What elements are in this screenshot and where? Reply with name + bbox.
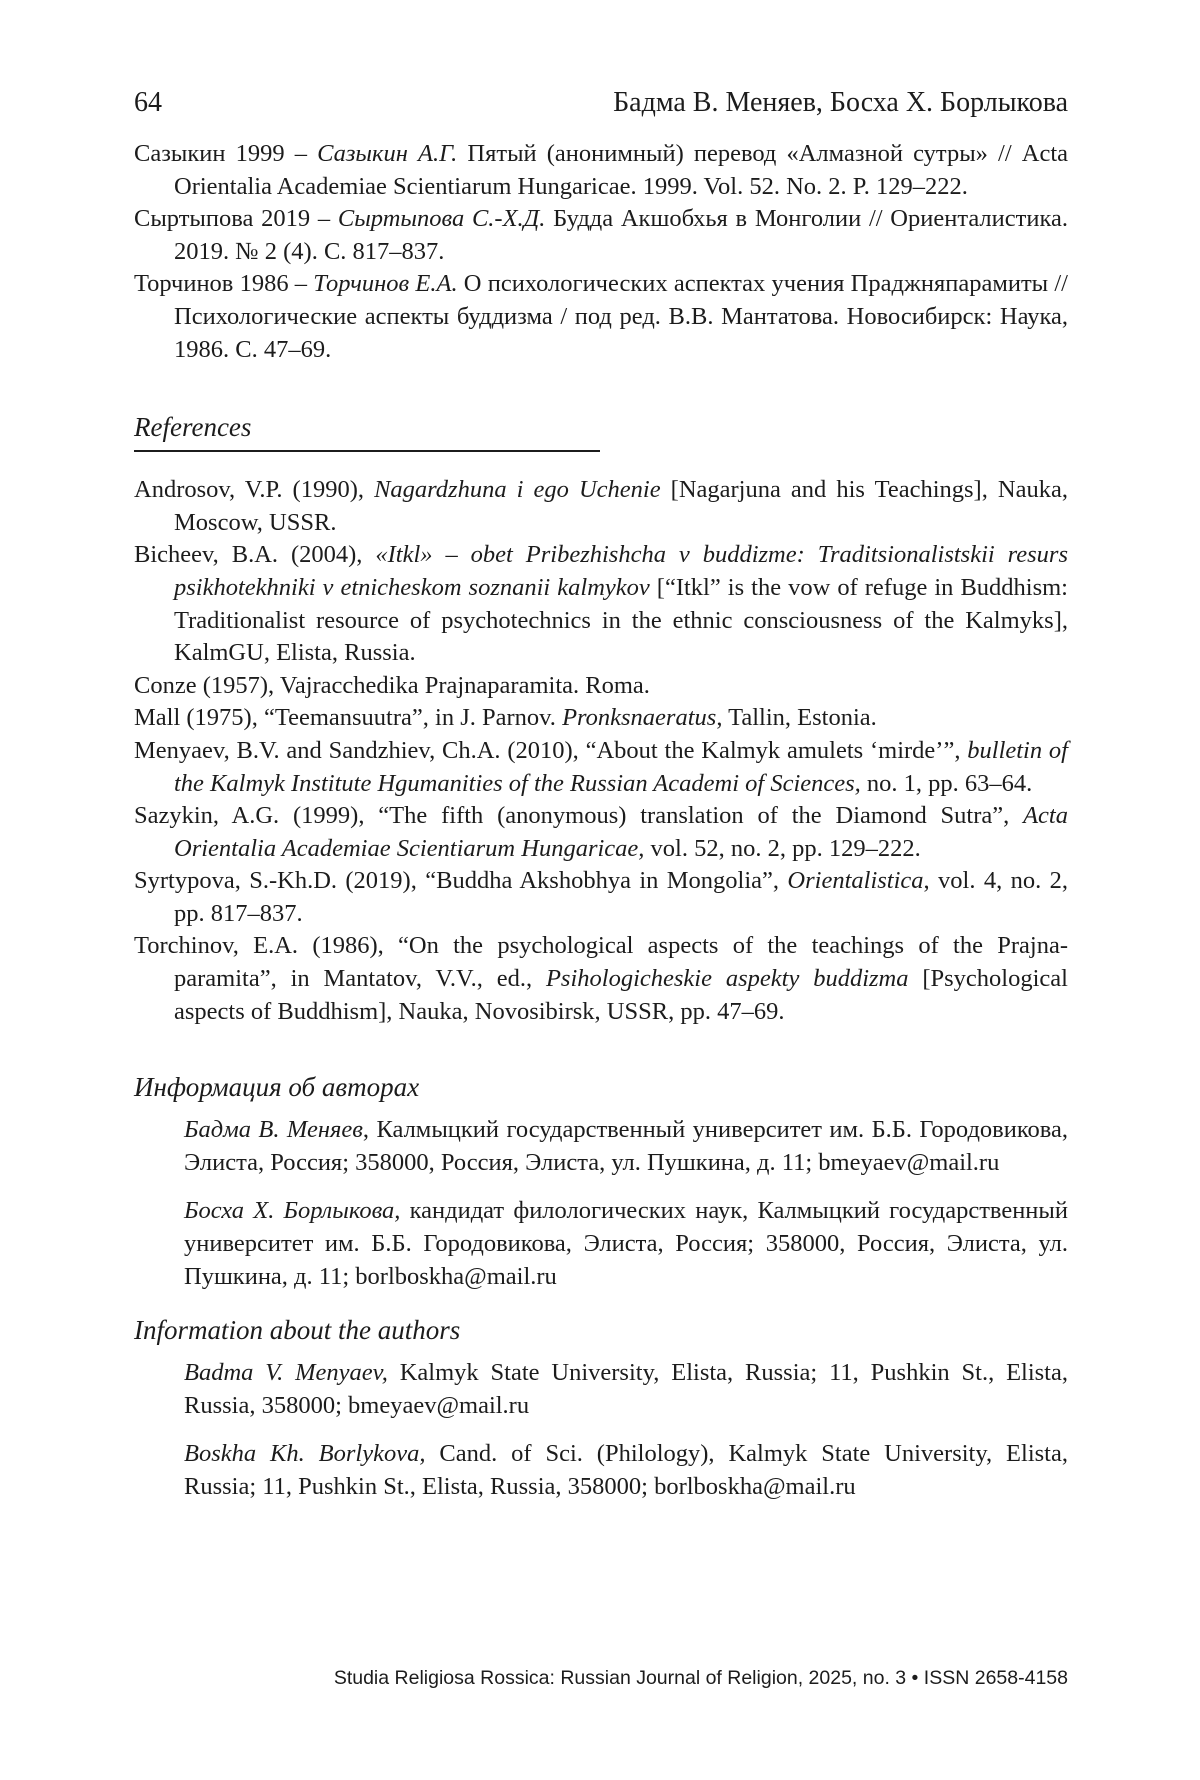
author-info: Бадма В. Меняев, Калмыцкий государственный университет им. Б.Б. Городовикова, Элиста, Россия; 358000, Россия, Элиста, ул. Пушкина, д. 11; bmeyaev@mail.ru <box>184 1116 1068 1176</box>
reference-entry: Torchinov, E.A. (1986), “On the psychological aspects of the teachings of the Prajna-paramita”, in Mantatov, V.V., ed., Psihologicheskie aspekty buddizma [Psychological aspects of Buddhism], Nauka, Novosibirsk, USSR, pp. 47–69. <box>134 932 1068 1025</box>
reference-entry: Conze (1957), Vajracchedika Prajnaparamita. Roma. <box>134 671 650 699</box>
reference-entry: Menyaev, B.V. and Sandzhiev, Ch.A. (2010), “About the Kalmyk amulets ‘mirde’”, bulletin of the Kalmyk Institute Hgumanities of the Russian Academi of Sciences, no. 1, pp. 63–64. <box>134 736 1068 797</box>
author-name: Бадма В. Меняев <box>184 1116 363 1144</box>
author-info: Boskha Kh. Borlykova, Cand. of Sci. (Philology), Kalmyk State University, Elista, Russia; 11, Pushkin St., Elista, Russia, 358000; borlboskha@mail.ru <box>184 1440 1068 1500</box>
page-content <box>134 86 1068 1504</box>
running-header <box>134 86 1068 120</box>
references-list <box>134 474 1068 1028</box>
reference-entry: Androsov, V.P. (1990), Nagardzhuna i ego Uchenie [Nagarjuna and his Teachings], Nauka, Moscow, USSR. <box>134 476 1068 536</box>
author-info: Босха Х. Борлыкова, кандидат филологических наук, Калмыцкий государственный университет им. Б.Б. Городовикова, Элиста, Россия; 358000, Россия, Элиста, ул. Пушкина, д. 11; borlboskha@mail.ru <box>184 1197 1068 1290</box>
references-heading: References <box>134 410 600 452</box>
author-name: Badma V. Menyaev, <box>184 1359 388 1387</box>
russian-bibliography <box>134 138 1068 366</box>
reference-entry: Sazykin, A.G. (1999), “The fifth (anonymous) translation of the Diamond Sutra”, Acta Orientalia Academiae Scientiarum Hungaricae, vol. 52, no. 2, pp. 129–222. <box>134 802 1068 862</box>
reference-entry: Bicheev, B.A. (2004), «Itkl» – obet Pribezhishcha v buddizme: Traditsionalistskii resurs psikhotekhniki v etnicheskom soznanii kalmykov [“Itkl” is the vow of refuge in Buddhism: Traditionalist resource of psychotechnics in the ethnic consciousness of the Kalmyks], KalmGU, Elista, Russia. <box>134 541 1068 667</box>
authors-info-heading-en: Information about the authors <box>134 1315 461 1346</box>
header-authors: Бадма В. Меняев, Босха Х. Борлыкова <box>613 87 1068 118</box>
bibliography-entry: Торчинов 1986 – Торчинов Е.А. О психологических аспектах учения Праджняпарамиты // Психологические аспекты буддизма / под ред. В.В. Мантатова. Новосибирск: Наука, 1986. С. 47–69. <box>134 270 1068 363</box>
reference-entry: Mall (1975), “Teemansuutra”, in J. Parnov. Pronksnaeratus, Tallin, Estonia. <box>134 704 877 732</box>
page-number: 64 <box>134 87 162 118</box>
bibliography-entry: Сазыкин 1999 – Сазыкин А.Г. Пятый (анонимный) перевод «Алмазной сутры» // Acta Orientalia Academiae Scientiarum Hungaricae. 1999. Vol. 52. No. 2. P. 129–222. <box>134 140 1068 200</box>
authors-info-heading-ru: Информация об авторах <box>134 1072 420 1103</box>
reference-entry: Syrtypova, S.-Kh.D. (2019), “Buddha Akshobhya in Mongolia”, Orientalistica, vol. 4, no. 2, pp. 817–837. <box>134 867 1068 927</box>
journal-footer: Studia Religiosa Rossica: Russian Journal of Religion, 2025, no. 3 • ISSN 2658-4158 <box>333 1667 1068 1689</box>
author-name: Boskha Kh. Borlykova, <box>184 1440 426 1468</box>
author-name: Босха Х. Борлыкова, <box>184 1197 401 1225</box>
bibliography-entry: Сыртыпова 2019 – Сыртыпова С.-Х.Д. Будда Акшобхья в Монголии // Ориенталистика. 2019. № 2 (4). С. 817–837. <box>134 205 1068 265</box>
author-info: Badma V. Menyaev, Kalmyk State University, Elista, Russia; 11, Pushkin St., Elista, Russia, 358000; bmeyaev@mail.ru <box>184 1359 1068 1419</box>
